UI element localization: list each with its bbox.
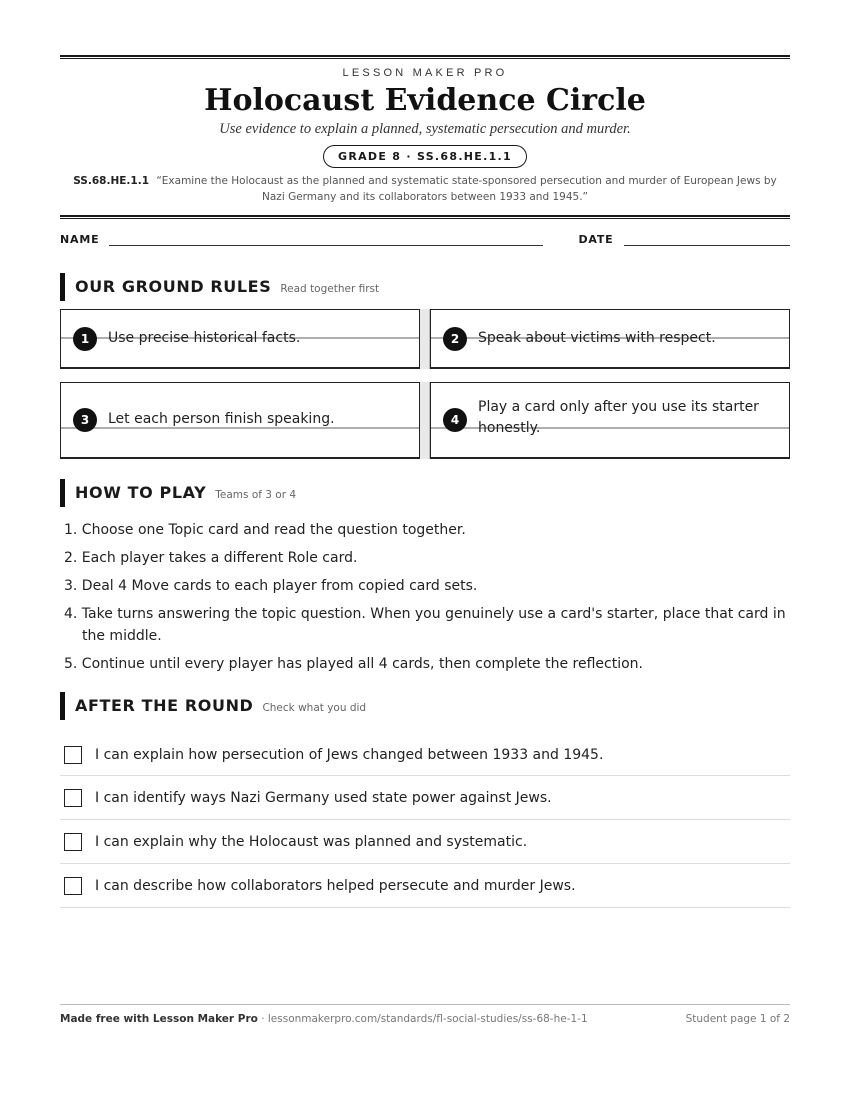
checklist-item <box>60 864 790 908</box>
checkbox[interactable] <box>64 789 82 807</box>
rule-number-badge: 2 <box>443 327 467 351</box>
list-item: 2. Each player takes a different Role card. <box>64 550 358 566</box>
checklist-item <box>60 734 790 776</box>
how-to-play-subtitle: Teams of 3 or 4 <box>215 489 297 501</box>
after-round-title: AFTER THE ROUND <box>75 696 254 715</box>
footer-page-number: Student page 1 of 2 <box>685 1013 790 1025</box>
ground-rules-title: OUR GROUND RULES <box>75 277 272 296</box>
how-to-play-title: HOW TO PLAY <box>75 483 207 502</box>
after-round-heading <box>60 692 790 720</box>
checkbox[interactable] <box>64 877 82 895</box>
card-gap <box>419 382 430 459</box>
header-bottom-double-rule <box>60 215 790 219</box>
footer-credit <box>60 1013 588 1025</box>
worksheet-header <box>60 59 790 205</box>
rule-text: Let each person finish speaking. <box>108 411 335 427</box>
page-footer <box>60 1004 790 1025</box>
page-title: Holocaust Evidence Circle <box>204 83 646 118</box>
after-round-subtitle: Check what you did <box>262 702 367 714</box>
footer-made-with: Made free with Lesson Maker Pro <box>60 1013 258 1025</box>
ground-rule-card <box>60 382 420 459</box>
checkbox[interactable] <box>64 833 82 851</box>
rule-number-badge: 4 <box>443 408 467 432</box>
ground-rule-card <box>430 309 790 369</box>
list-item: 1. Choose one Topic card and read the question together. <box>64 522 466 538</box>
list-item: 4. Take turns answering the topic question. When you genuinely use a card's starter, place that card in the middle. <box>64 606 786 644</box>
checkbox[interactable] <box>64 746 82 764</box>
card-gap <box>419 309 430 369</box>
how-to-play-heading <box>60 479 790 507</box>
checklist-text: I can describe how collaborators helped persecute and murder Jews. <box>95 877 576 894</box>
checklist-text: I can explain how persecution of Jews changed between 1933 and 1945. <box>95 746 604 763</box>
ground-rule-card <box>60 309 420 369</box>
checklist-item <box>60 820 790 864</box>
standard-code: SS.68.HE.1.1 <box>73 175 150 187</box>
list-item: 5. Continue until every player has played all 4 cards, then complete the reflection. <box>64 656 643 672</box>
rule-text: Speak about victims with respect. <box>478 330 716 346</box>
ground-rules-heading <box>60 273 790 301</box>
ground-rules-grid <box>60 309 790 459</box>
grade-standard-badge: GRADE 8 · SS.68.HE.1.1 <box>323 145 527 168</box>
footer-url: · lessonmakerpro.com/standards/fl-social-studies/ss-68-he-1-1 <box>257 1013 588 1025</box>
date-field-line[interactable] <box>624 245 791 246</box>
reflection-checklist <box>60 734 790 908</box>
rule-text: Play a card only after you use its starter honestly. <box>478 399 759 436</box>
name-date-row <box>60 233 790 246</box>
rule-number-badge: 3 <box>73 408 97 432</box>
name-label: NAME <box>60 233 100 246</box>
brand-label: LESSON MAKER PRO <box>342 67 508 79</box>
page-subtitle: Use evidence to explain a planned, systematic persecution and murder. <box>219 121 631 137</box>
date-label: DATE <box>578 233 614 246</box>
rule-number-badge: 1 <box>73 327 97 351</box>
list-item: 3. Deal 4 Move cards to each player from copied card sets. <box>64 578 478 594</box>
checklist-item <box>60 776 790 820</box>
how-to-play-steps <box>60 519 790 675</box>
worksheet-page <box>60 55 790 908</box>
ground-rule-card <box>430 382 790 459</box>
standard-description <box>60 173 790 205</box>
ground-rules-subtitle: Read together first <box>280 283 380 295</box>
checklist-text: I can explain why the Holocaust was planned and systematic. <box>95 833 528 850</box>
checklist-text: I can identify ways Nazi Germany used state power against Jews. <box>95 789 552 806</box>
rule-text: Use precise historical facts. <box>108 330 301 346</box>
name-field-line[interactable] <box>109 245 543 246</box>
standard-text: “Examine the Holocaust as the planned and systematic state-sponsored persecution and murder of European Jews by Nazi Germany and its collaborators between 1933 and 1945.” <box>156 175 777 203</box>
